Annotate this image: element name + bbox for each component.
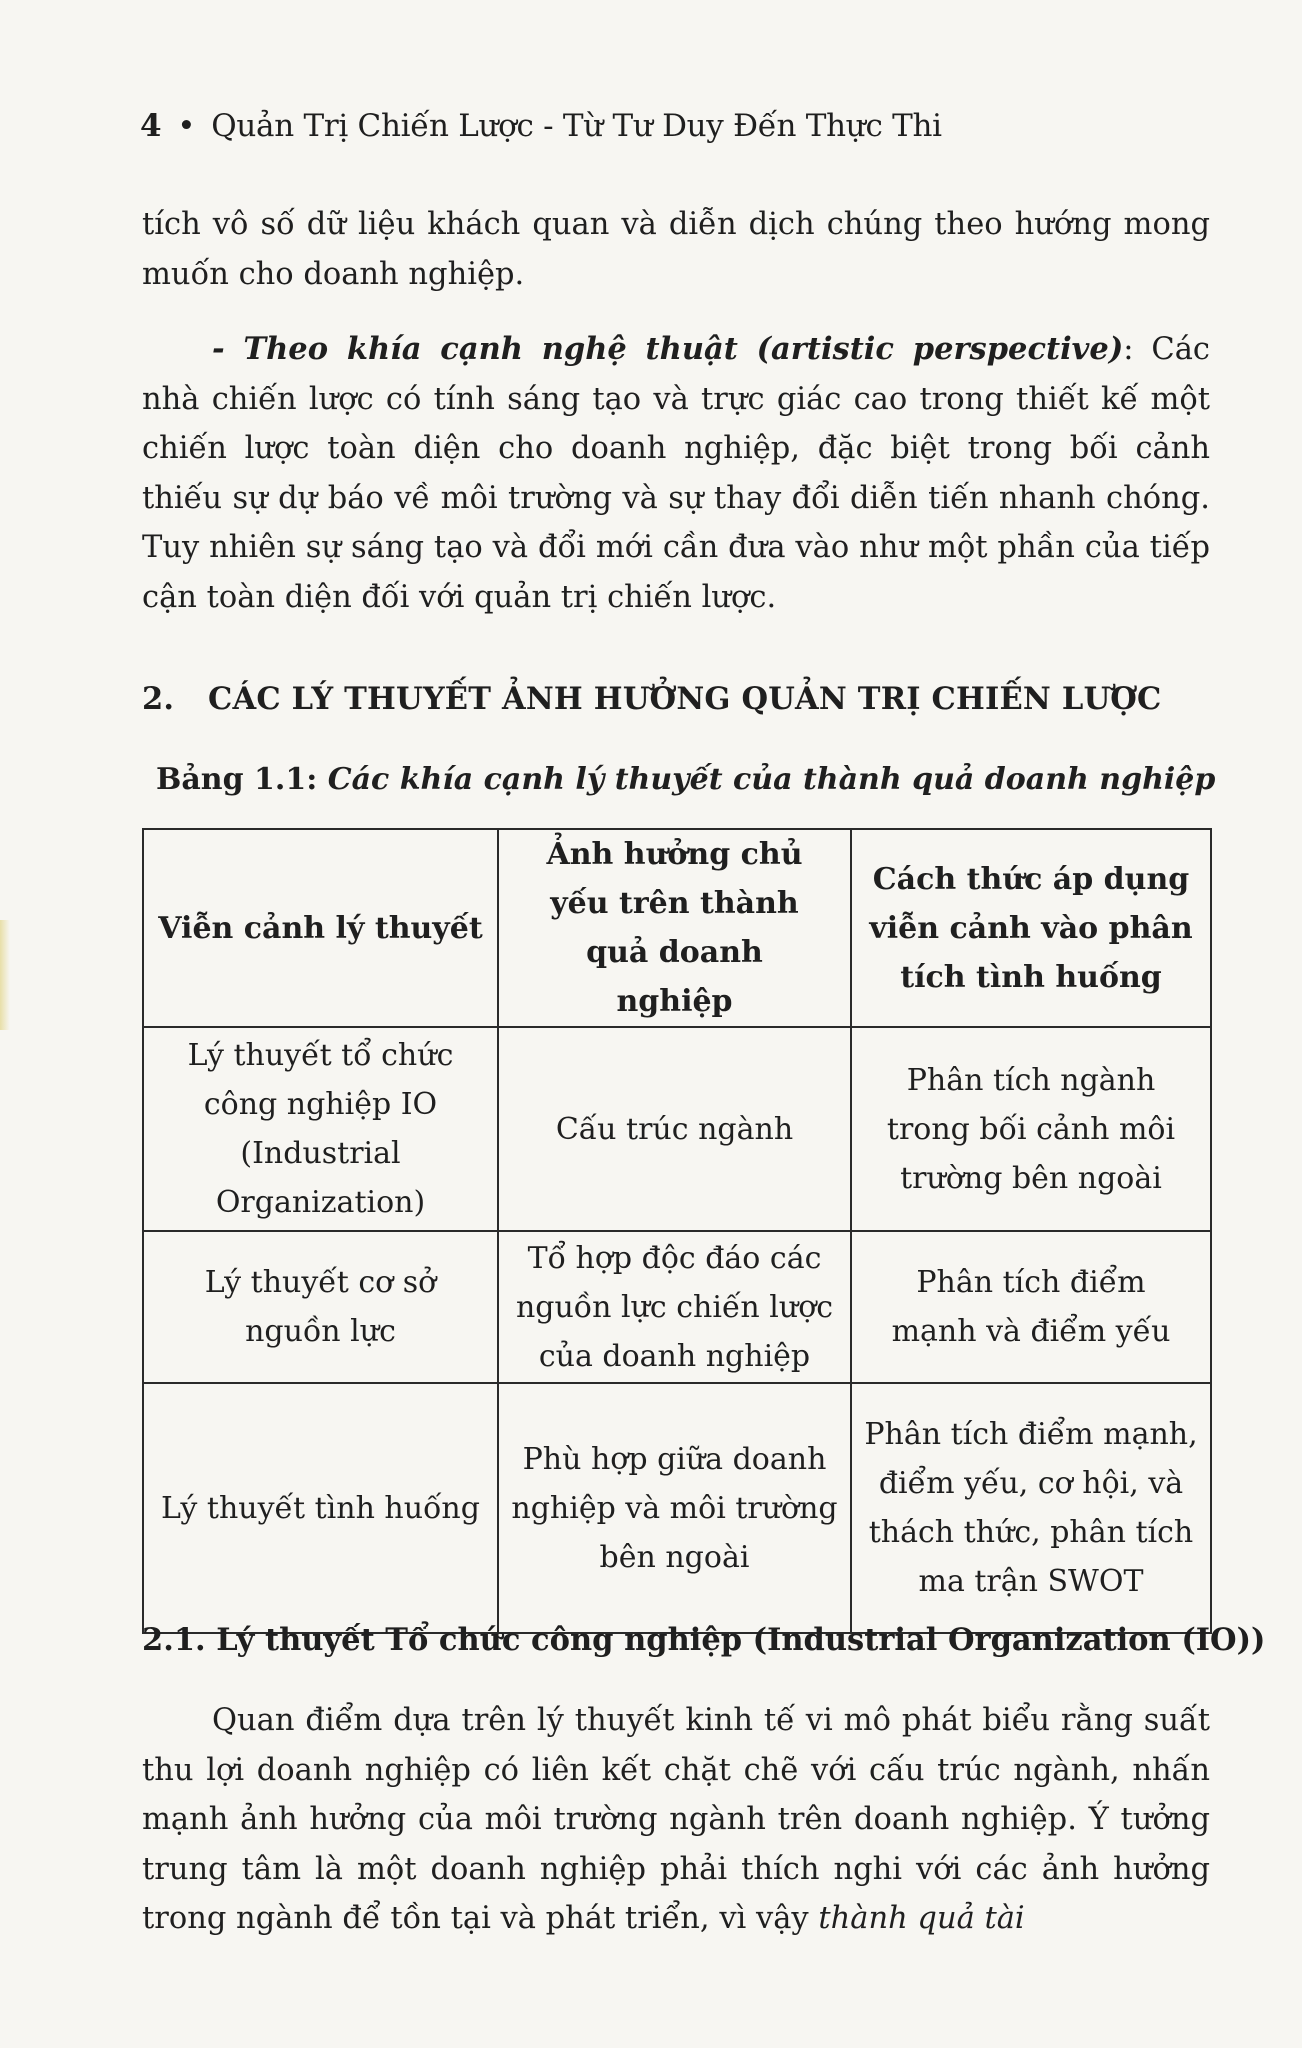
io-paragraph-italic-tail: thành quả tài bbox=[818, 1901, 1025, 1936]
section-heading bbox=[142, 681, 1162, 717]
section-number: 2. bbox=[142, 681, 175, 717]
table-row bbox=[143, 1231, 1211, 1383]
theory-table bbox=[142, 828, 1212, 1634]
subsection-heading: 2.1. Lý thuyết Tổ chức công nghiệp (Industrial Organization (IO)) bbox=[142, 1622, 1266, 1658]
table-caption-title: Các khía cạnh lý thuyết của thành quả doanh nghiệp bbox=[317, 762, 1216, 797]
page-number: 4 bbox=[140, 108, 162, 144]
paragraph-artistic bbox=[142, 325, 1210, 622]
book-title: Quản Trị Chiến Lược - Từ Tư Duy Đến Thực Thi bbox=[211, 108, 942, 144]
running-header bbox=[140, 108, 942, 144]
paragraph-continuation bbox=[142, 200, 1210, 299]
artistic-lead: - Theo khía cạnh nghệ thuật (artistic perspective) bbox=[212, 331, 1124, 367]
table-cell: Tổ hợp độc đáo các nguồn lực chiến lược của doanh nghiệp bbox=[498, 1231, 851, 1383]
table-cell: Phân tích điểm mạnh và điểm yếu bbox=[851, 1231, 1211, 1383]
table-header-cell: Ảnh hưởng chủ yếu trên thành quả doanh nghiệp bbox=[498, 829, 851, 1027]
table-caption-label: Bảng 1.1: bbox=[156, 762, 318, 797]
table-cell: Cấu trúc ngành bbox=[498, 1027, 851, 1231]
table-header-cell: Cách thức áp dụng viễn cảnh vào phân tích tình huống bbox=[851, 829, 1211, 1027]
header-separator: • bbox=[177, 108, 196, 144]
table-cell: Lý thuyết tình huống bbox=[143, 1383, 498, 1633]
table-row bbox=[143, 1383, 1211, 1633]
artistic-body: Các nhà chiến lược có tính sáng tạo và trực giác cao trong thiết kế một chiến lược toàn diện cho doanh nghiệp, đặc biệt trong bối cảnh thiếu sự dự báo về môi trường và sự thay đổi diễn tiến nhanh chóng. Tuy nhiên sự sáng tạo và đổi mới cần đưa vào như một phần của tiếp cận toàn diện đối với quản trị chiến lược. bbox=[142, 332, 1210, 615]
table-caption bbox=[156, 762, 1215, 797]
table-cell: Lý thuyết cơ sở nguồn lực bbox=[143, 1231, 498, 1383]
table-header-row bbox=[143, 829, 1211, 1027]
table-cell: Phân tích ngành trong bối cảnh môi trường bên ngoài bbox=[851, 1027, 1211, 1231]
section-title: CÁC LÝ THUYẾT ẢNH HƯỞNG QUẢN TRỊ CHIẾN LƯỢC bbox=[208, 681, 1162, 717]
table-cell: Phù hợp giữa doanh nghiệp và môi trường bên ngoài bbox=[498, 1383, 851, 1633]
artistic-colon: : bbox=[1123, 332, 1134, 367]
table-cell: Lý thuyết tổ chức công nghiệp IO (Industrial Organization) bbox=[143, 1027, 498, 1231]
table-cell: Phân tích điểm mạnh, điểm yếu, cơ hội, và thách thức, phân tích ma trận SWOT bbox=[851, 1383, 1211, 1633]
paragraph-io bbox=[142, 1696, 1210, 1944]
page-edge-mark bbox=[0, 920, 10, 1030]
table-row bbox=[143, 1027, 1211, 1231]
paragraph-continuation-text: tích vô số dữ liệu khách quan và diễn dịch chúng theo hướng mong muốn cho doanh nghiệp. bbox=[142, 207, 1210, 292]
io-paragraph-body: Quan điểm dựa trên lý thuyết kinh tế vi mô phát biểu rằng suất thu lợi doanh nghiệp có liên kết chặt chẽ với cấu trúc ngành, nhấn mạnh ảnh hưởng của môi trường ngành trên doanh nghiệp. Ý tưởng trung tâm là một doanh nghiệp phải thích nghi với các ảnh hưởng trong ngành để tồn tại và phát triển, vì vậy bbox=[142, 1703, 1210, 1936]
table-header-cell: Viễn cảnh lý thuyết bbox=[143, 829, 498, 1027]
